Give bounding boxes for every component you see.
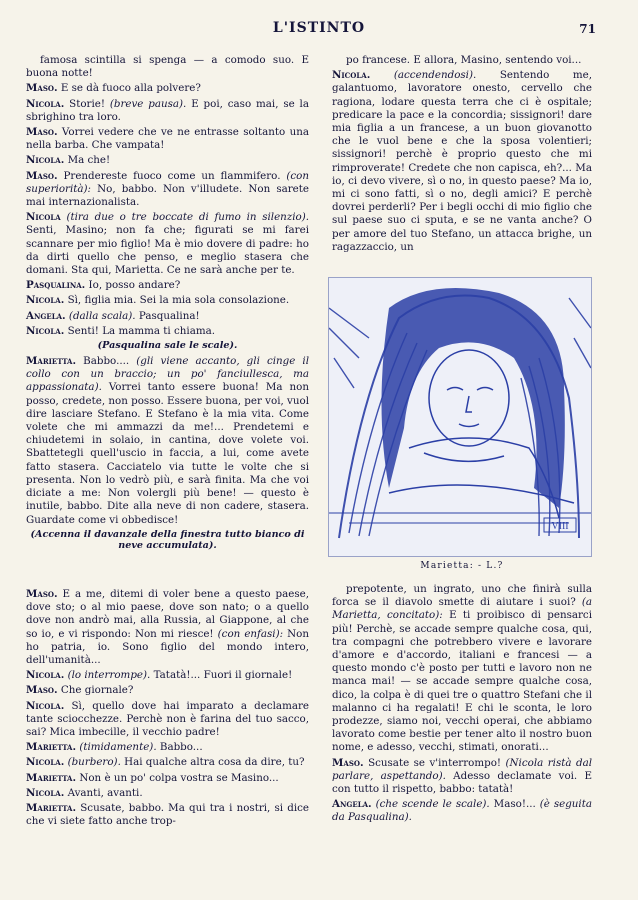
dialogue-line (26, 772, 309, 785)
dialogue-line (26, 154, 309, 167)
dialogue-line (26, 787, 309, 800)
speaker-name: Nicola (26, 211, 61, 224)
speaker-name: Angela. (26, 309, 66, 322)
dialogue-text: Sentendo me, galantuomo, lavoratore onesto, cervello che ragiona, lodare questa terra che ci è ospitale; predicare la pace e la concordia; sissignori! dare mia figlia a un francese, a un buon giovanotto che le vuol bene e che la sposa volentieri; sissignori! perchè è proprio questo che mi rimproverate! Credete che non capisca, eh?... Ma io, ci devo vivere, sì o no, in questo paese? Ma io, mi ci sono fatti, sì o no, degli amici? E perchè dovrei perderli? Per i begli occhi di mio figlio che sul paese suo ci sputa, e se ne vanta anche? O per amore del tuo Stefano, un attacca brighe, un ragazzaccio, un (332, 69, 592, 253)
dialogue-text: Maso!... (493, 798, 536, 811)
speaker-name: Nicola. (26, 97, 65, 110)
dialogue-text: Avanti, avanti. (67, 786, 143, 799)
speaker-name: Nicola. (26, 699, 65, 712)
illustration-drawing (329, 278, 591, 556)
speaker-name: Angela. (332, 798, 372, 811)
page-number: 71 (579, 22, 596, 36)
dialogue-line (332, 757, 592, 797)
speaker-name: Nicola. (26, 756, 65, 769)
speaker-name: Nicola. (26, 154, 65, 167)
dialogue-text: E a me, ditemi di voler bene a questo paese, dove sto; o al mio paese, dove son nato; o a quello dove non andrò mai, alla Russia, al Giappone, al che so io, e vi rispondo: Non mi riesce! (26, 588, 309, 640)
stage-direction-inline: (breve pausa). (109, 97, 187, 110)
speaker-name: Marietta. (26, 802, 77, 815)
stage-direction-inline: (accendendosi). (393, 69, 477, 82)
dialogue-text: Vorrei tanto essere buona! Ma non posso, credete, non posso. Essere buona, per voi, vuol dire lasciare Stefano. E Stefano è la mia vita. Come volete che mi ammazzi da me!... Prendetemi e chiudetemi in solaio, in cantina, dove volete voi. Sbattetegli quell'uscio in faccia, a lui, come avete fatto stasera. Cacciatelo via tutte le volte che si presenta. Non lo vedrò più, e sarà finita. Ma che voi diciate a me: Non volergli più bene! — questo è inutile, babbo. Dite alla neve di non cadere, stasera. Guardate come vi obbedisce! (26, 381, 309, 526)
dialogue-line (26, 741, 309, 754)
dialogue-line (332, 583, 592, 755)
dialogue-line (26, 170, 309, 210)
speaker-name: Pasqualina. (26, 279, 86, 292)
dialogue-text: Ma che! (67, 154, 111, 167)
stage-direction-inline: (timidamente). (79, 741, 157, 754)
dialogue-text: Senti, Masino; non fa che; figurati se mi farei scannare per mio figlio! Ma è mio dovere di padre: ho da dirti quello che penso, e meglio stasera che domani. Sta qui, Marietta. Ce ne sarà anche per te. (26, 224, 309, 277)
dialogue-block (26, 355, 309, 527)
dialogue-text: Storie! (69, 97, 105, 110)
stage-direction-inline: (con superiorità): (26, 169, 309, 195)
dialogue-text: Adesso declamate voi. E con tutto il rispetto, babbo: tatatà! (332, 769, 592, 796)
dialogue-text: Scusate se v'interrompo! (368, 756, 502, 769)
speaker-name: Maso. (26, 82, 58, 95)
dialogue-text: Sì, quello dove hai imparato a declamare tante sciocchezze. Perchè non è farina del tuo sacco, sai? Mica imbecille, il vecchio padre! (26, 699, 309, 739)
dialogue-line (26, 669, 309, 682)
stage-direction-inline: (Nicola ristà dal parlare, aspettando). (332, 756, 592, 782)
speaker-name: Maso. (332, 756, 364, 769)
dialogue-line (26, 211, 309, 277)
dialogue-text: Non ho patria, io. Sono figlio del mondo intero, dell'umanità... (26, 627, 309, 667)
stage-direction-inline: (burbero). (67, 756, 121, 769)
illustration-caption: Marietta: - L.? (420, 561, 504, 571)
stage-direction: (Pasqualina sale le scale). (97, 340, 238, 352)
speaker-name: Maso. (26, 169, 58, 182)
stage-direction-inline: (tira due o tre boccate di fumo in silenzio). (66, 211, 310, 224)
dialogue-line (26, 802, 309, 828)
speaker-name: Marietta. (26, 771, 77, 784)
stage-direction-inline: (gli viene accanto, gli cinge il collo con un braccio; un po' fanciullesca, ma appassionata). (26, 355, 309, 394)
dialogue-line (26, 700, 309, 740)
dialogue-text: Scusate, babbo. Ma qui tra i nostri, si dice che vi siete fatto anche trop- (26, 802, 309, 828)
dialogue-line (26, 756, 309, 769)
dialogue-text: Hai qualche altra cosa da dire, tu? (124, 756, 305, 769)
dialogue-text: Sì, figlia mia. Sei la mia sola consolazione. (67, 294, 290, 307)
dialogue-line (26, 588, 309, 667)
dialogue-line (332, 54, 592, 67)
dialogue-text: Vorrei vedere che ve ne entrasse soltanto una nella barba. Che vampata! (26, 126, 309, 152)
speaker-name: Nicola. (26, 786, 65, 799)
dialogue-block (26, 588, 309, 828)
dialogue-line (26, 294, 309, 307)
stage-direction: (Accenna il davanzale della finestra tutto bianco di neve accumulata). (30, 528, 305, 551)
speaker-name: Marietta. (26, 355, 77, 368)
dialogue-line (26, 355, 309, 527)
dialogue-line (332, 69, 592, 254)
dialogue-block (26, 54, 309, 338)
left-column-bottom (26, 588, 309, 830)
speaker-name: Nicola. (332, 69, 371, 82)
speaker-name: Maso. (26, 126, 58, 139)
stage-direction-inline: (è seguita da Pasqualina). (332, 798, 593, 824)
dialogue-line (26, 54, 309, 80)
dialogue-text: Io, posso andare? (88, 279, 181, 292)
dialogue-text: famosa scintilla si spenga — a comodo suo. E buona notte! (26, 54, 309, 80)
dialogue-text: E poi, caso mai, se la sbrighino tra loro. (26, 97, 309, 123)
dialogue-text: Babbo... (159, 741, 203, 754)
dialogue-text: Prendereste fuoco come un flammifero. (63, 169, 281, 182)
illustration-marietta (328, 277, 592, 557)
left-column-top (26, 54, 309, 555)
right-column-top (332, 54, 592, 256)
dialogue-text: po francese. E allora, Masino, sentendo voi... (346, 54, 582, 66)
speaker-name: Nicola. (26, 294, 65, 307)
dialogue-line (26, 325, 309, 338)
speaker-name: Marietta. (26, 741, 77, 754)
page-header (0, 20, 638, 42)
speaker-name: Nicola. (26, 669, 65, 682)
dialogue-line (26, 82, 309, 95)
dialogue-line (332, 798, 592, 824)
dialogue-line (26, 310, 309, 323)
stage-direction-inline: (a Marietta, concitato): (332, 596, 592, 622)
stage-direction-inline: (dalla scala). (68, 309, 136, 322)
page-title: L'ISTINTO (272, 20, 366, 36)
speaker-name: Maso. (26, 684, 58, 697)
dialogue-line (26, 98, 309, 124)
dialogue-line (26, 279, 309, 292)
dialogue-text: E ti proibisco di pensarci più! Perchè, se accade sempre qualche cosa, qui, tra compagni che potrebbero vivere e lavorare d'amore e d'accordo, italiani e francesi — a questo mondo c'è posto per tutti e lavoro non ne manca mai! — se accade sempre qualche cosa, dico, la colpa è di quei tre o quattro Stefani che il malanno ci ha regalati! E chi le sconta, le loro prodezze, siamo noi, vecchi operai, che abbiamo lavorato come bestie per tener alto il nostro buon nome, e adesso, vecchi, stimati, onorati... (332, 609, 592, 754)
dialogue-block (332, 583, 592, 825)
dialogue-text: Senti! La mamma ti chiama. (67, 324, 216, 337)
dialogue-text: Tatatà!... Fuori il giornale! (153, 669, 293, 682)
stage-direction-inline: (lo interrompe). (67, 669, 151, 682)
dialogue-text: E se dà fuoco alla polvere? (60, 82, 201, 95)
speaker-name: Maso. (26, 588, 58, 600)
dialogue-text: Babbo.... (83, 355, 130, 368)
stage-direction-inline: (con enfasi): (217, 627, 284, 640)
illustration-signature: VIII (551, 521, 569, 532)
dialogue-text: Che giornale? (60, 684, 134, 697)
dialogue-text: Non è un po' colpa vostra se Masino... (79, 771, 279, 784)
dialogue-block (332, 54, 592, 254)
stage-direction-inline: (che scende le scale). (375, 798, 490, 811)
dialogue-line (26, 126, 309, 152)
dialogue-text: prepotente, un ingrato, uno che finirà sulla forca se il diavolo smette di aiutare i suoi? (332, 583, 592, 609)
dialogue-text: Pasqualina! (138, 309, 200, 322)
speaker-name: Nicola. (26, 324, 65, 337)
dialogue-line (26, 684, 309, 697)
dialogue-text: No, babbo. Non v'illudete. Non sarete mai internazionalista. (26, 182, 309, 209)
right-column-bottom (332, 583, 592, 827)
